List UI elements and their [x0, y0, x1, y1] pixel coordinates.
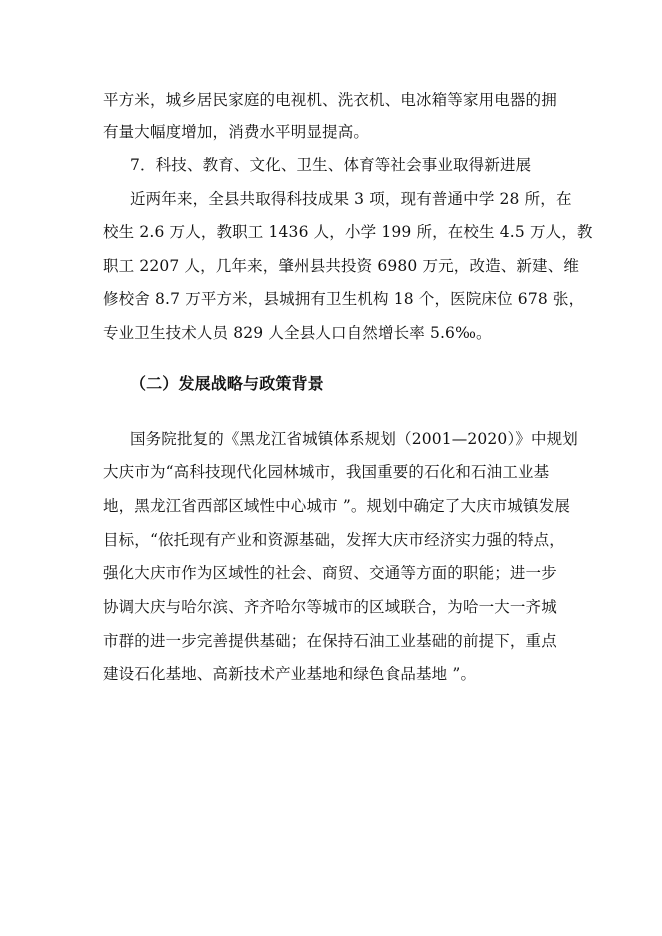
paragraph-line: 修校舍 8.7 万平方米，县城拥有卫生机构 18 个，医院床位 678 张， — [103, 290, 585, 308]
paragraph-line: 地，黑龙江省西部区域性中心城市 ”。规划中确定了大庆市城镇发展 — [103, 497, 571, 515]
paragraph-line: 有量大幅度增加，消费水平明显提高。 — [103, 123, 370, 141]
paragraph-line: 校生 2.6 万人，教职工 1436 人，小学 199 所，在校生 4.5 万人，教 — [103, 223, 593, 241]
paragraph-line: 建设石化基地、高新技术产业基地和绿色食品基地 ”。 — [103, 665, 477, 683]
paragraph-line: 市群的进一步完善提供基础；在保持石油工业基础的前提下，重点 — [103, 632, 557, 650]
paragraph-line: 目标，“依托现有产业和资源基础，发挥大庆市经济实力强的特点， — [103, 531, 565, 549]
paragraph-line: 职工 2207 人，几年来，肇州县共投资 6980 万元，改造、新建、维 — [103, 257, 580, 275]
paragraph-line: 协调大庆与哈尔滨、齐齐哈尔等城市的区域联合，为哈一大一齐城 — [103, 598, 557, 616]
paragraph-line: 国务院批复的《黑龙江省城镇体系规划（2001—2020）》中规划 — [130, 430, 578, 448]
paragraph-line: 专业卫生技术人员 829 人全县人口自然增长率 5.6‰。 — [103, 324, 492, 342]
paragraph-line: 近两年来，全县共取得科技成果 3 项，现有普通中学 28 所，在 — [130, 190, 572, 208]
paragraph-line: 大庆市为“高科技现代化园林城市，我国重要的石化和石油工业基 — [103, 463, 550, 481]
paragraph-line: 强化大庆市作为区域性的社会、商贸、交通等方面的职能；进一步 — [103, 564, 557, 582]
section-heading: （二）发展战略与政策背景 — [130, 374, 324, 393]
item-heading: 7．科技、教育、文化、卫生、体育等社会事业取得新进展 — [130, 156, 532, 174]
paragraph-line: 平方米，城乡居民家庭的电视机、洗衣机、电冰箱等家用电器的拥 — [103, 91, 557, 109]
